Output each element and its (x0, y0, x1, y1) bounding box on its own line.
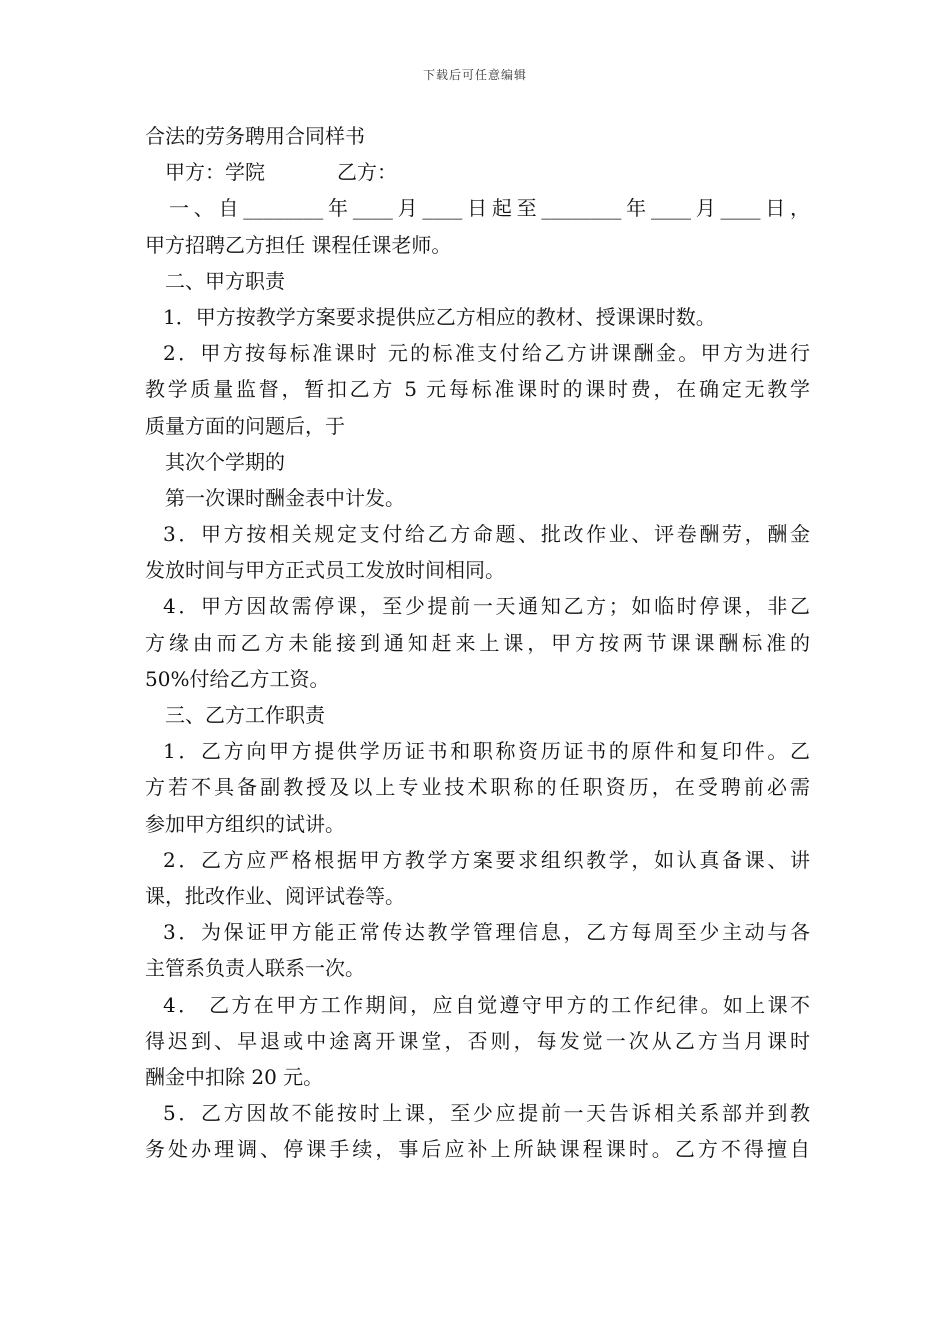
paragraph-line: 参加甲方组织的试讲。 (145, 811, 345, 836)
paragraph-line: 4．甲方因故需停课，至少提前一天通知乙方；如临时停课，非乙 (163, 594, 810, 619)
section-heading: 三、乙方工作职责 (165, 703, 325, 727)
paragraph-line: 3．为保证甲方能正常传达教学管理信息，乙方每周至少主动与各 (163, 920, 810, 945)
paragraph-line: 课，批改作业、阅评试卷等。 (145, 883, 405, 908)
section-heading: 二、甲方职责 (165, 268, 285, 293)
paragraph-line: 2．甲方按每标准课时 元的标准支付给乙方讲课酬金。甲方为进行 (163, 341, 810, 366)
paragraph-line: 50%付给乙方工资。 (145, 666, 330, 691)
paragraph-line: 2．乙方应严格根据甲方教学方案要求组织教学，如认真备课、讲 (163, 847, 810, 872)
paragraph-line: 教学质量监督，暂扣乙方 5 元每标准课时的课时费，在确定无教学 (145, 377, 810, 402)
paragraph-line: 方若不具备副教授及以上专业技术职称的任职资历，在受聘前必需 (145, 775, 810, 800)
document-title: 合法的劳务聘用合同样书 (145, 124, 365, 148)
paragraph-line: 4． 乙方在甲方工作期间，应自觉遵守甲方的工作纪律。如上课不 (163, 992, 810, 1017)
paragraph-line: 甲方招聘乙方担任 课程任课老师。 (145, 232, 452, 257)
party-a: 甲方：学院 (165, 160, 265, 185)
paragraph-line: 得迟到、早退或中途离开课堂，否则，每发觉一次从乙方当月课时 (145, 1028, 810, 1053)
document-body (145, 118, 810, 1167)
paragraph-line: 其次个学期的 (165, 449, 285, 474)
paragraph-line: 方缘由而乙方未能接到通知赶来上课，甲方按两节课课酬标准的 (145, 630, 810, 655)
paragraph-line: 酬金中扣除 20 元。 (145, 1064, 324, 1089)
paragraph-line: 发放时间与甲方正式员工发放时间相同。 (145, 558, 505, 583)
paragraph-line: 主管系负责人联系一次。 (145, 956, 365, 981)
paragraph-line: 5．乙方因故不能按时上课，至少应提前一天告诉相关系部并到教 (163, 1101, 810, 1126)
page-header: 下载后可任意编辑 (422, 68, 527, 82)
paragraph-line: 质量方面的问题后，于 (145, 413, 345, 438)
paragraph-line: 一、自________年____月____日起至________年____月____日， (169, 196, 810, 221)
paragraph-line: 1．甲方按教学方案要求提供应乙方相应的教材、授课课时数。 (163, 304, 716, 329)
parties-line (145, 154, 810, 190)
paragraph-line: 3．甲方按相关规定支付给乙方命题、批改作业、评卷酬劳，酬金 (163, 522, 810, 547)
party-b: 乙方： (337, 160, 397, 185)
paragraph-line: 1．乙方向甲方提供学历证书和职称资历证书的原件和复印件。乙 (163, 739, 810, 764)
paragraph-line: 务处办理调、停课手续，事后应补上所缺课程课时。乙方不得擅自 (145, 1137, 810, 1162)
paragraph-line: 第一次课时酬金表中计发。 (165, 485, 405, 510)
